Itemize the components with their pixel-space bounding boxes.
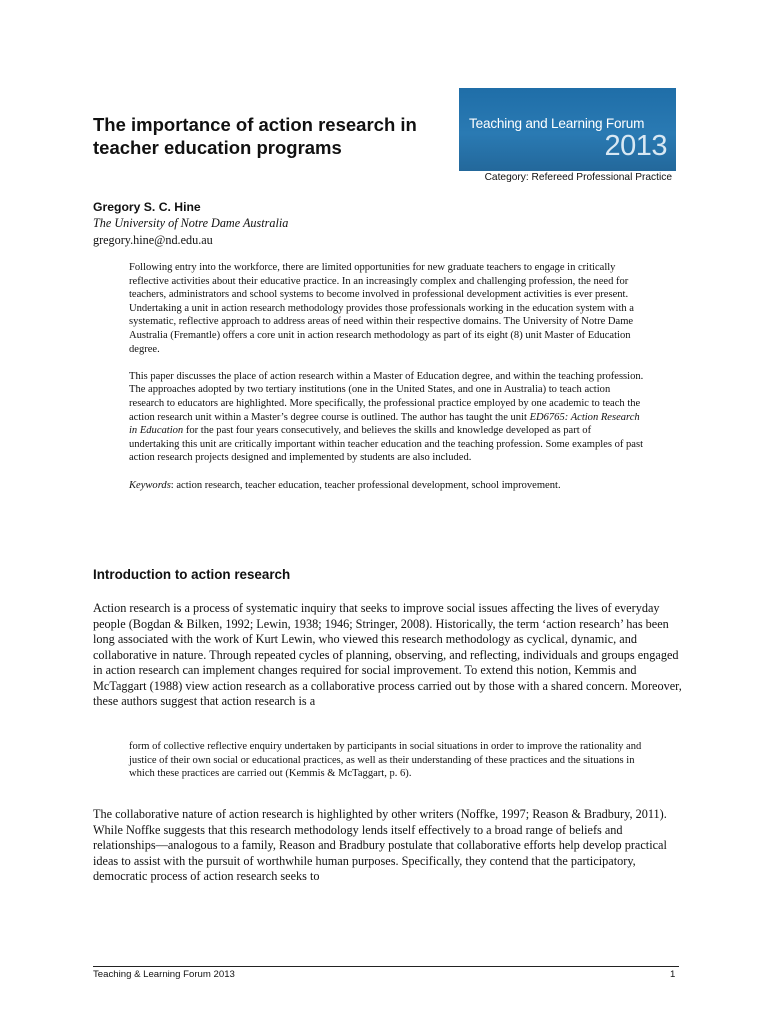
keywords-label: Keywords [129,479,171,491]
section-heading: Introduction to action research [93,567,291,582]
abstract-text-part-2: for the past four years consecutively, and believes the skills and knowledge developed as part of undertaking this unit are critically important within teacher education and the teaching profession. Some examples of past action research projects designed and implemented by students are also included. [129,425,644,464]
abstract [129,261,644,506]
forum-banner-logo [459,88,676,171]
page-number: 1 [670,969,676,980]
footer-forum-name: Teaching & Learning Forum 2013 [93,969,235,980]
author-email: gregory.hine@nd.edu.au [93,233,213,247]
unit-title: ED6765: Action Research in Education [129,411,640,437]
keywords [129,479,644,493]
footer-divider [93,966,679,967]
block-quote: form of collective reflective enquiry undertaken by participants in social situations in order to improve the rationality and justice of their own social or educational practices, as well as their understanding of these practices and the situations in which these practices are carried out (Kemmis & McTaggart, p. 6). [129,741,642,780]
abstract-text-part-1: This paper discusses the place of action research within a Master of Education degree, and within the teaching profession. The approaches adopted by two tertiary institutions (one in the United States, and one in Australia) to teach action research to educators are highlighted. More specifically, the professional practice employed by one academic to teach the action research unit within a Master’s degree course is outlined. The author has taught the unit [129,370,644,423]
body-paragraph-2: The collaborative nature of action research is highlighted by other writers (Noffke, 1997; Reason & Bradbury, 2011). While Noffke suggests that this research methodology lends itself effectively to a broad range of beliefs and relationships—analogous to a family, Reason and Bradbury postulate that collaborative efforts help develop practical ideas to assist with the pursuit of worthwhile human purposes. Specifically, they contend that the participatory, democratic process of action research seeks to [93,807,667,883]
abstract-paragraph-1: Following entry into the workforce, there are limited opportunities for new graduate teachers to engage in critically reflective activities about their educative practice. In an increasingly complex and challenging profession, the need for teachers, administrators and school systems to become involved in professional development activities is ever present. Undertaking a unit in action research methodology provides those professionals working in the education system with a systematic, reflective approach to address areas of need within their respective domains. The University of Notre Dame Australia (Fremantle) offers a core unit in action research methodology as part of its eight (8) unit Master of Education degree. [129,262,634,355]
abstract-paragraph-2 [129,370,644,465]
body-paragraph-1: Action research is a process of systematic inquiry that seeks to improve social issues affecting the lives of everyday people (Bogdan & Bilken, 1992; Lewin, 1938; 1946; Stringer, 2008). Historically, the term ‘action research’ has been long associated with the work of Kurt Lewin, who viewed this research methodology as cyclical, dynamic, and collaborative in nature. Through repeated cycles of planning, observing, and reflecting, individuals and groups engaged in action research can implement changes required for social improvement. To extend this notion, Kemmis and McTaggart (1988) view action research as a collaborative process carried out by those with a shared concern. Moreover, these authors suggest that action research is a [93,601,682,708]
paper-category: Category: Refereed Professional Practice [484,172,672,183]
banner-forum-name: Teaching and Learning Forum [469,116,645,131]
keywords-list: : action research, teacher education, teacher professional development, school improvement. [170,479,561,491]
author-name: Gregory S. C. Hine [93,200,201,214]
paper-title: The importance of action research in teacher education programs [93,114,417,158]
author-affiliation: The University of Notre Dame Australia [93,216,289,230]
banner-year: 2013 [604,130,667,162]
